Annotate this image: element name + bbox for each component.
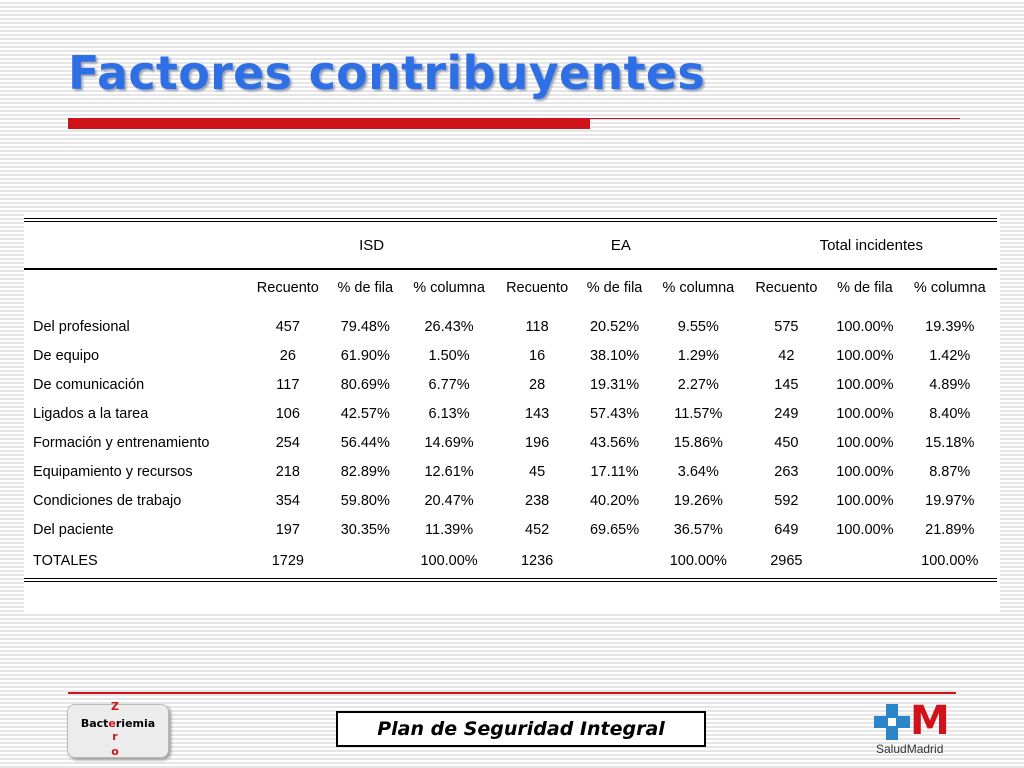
- table-cell: 19.31%: [589, 376, 640, 393]
- table-cell: 69.65%: [589, 521, 640, 538]
- title-underline-thin: [590, 118, 960, 119]
- corner-cell: [24, 220, 247, 269]
- footer-line: [68, 692, 956, 694]
- table-cell: 6.13%: [428, 405, 470, 422]
- table-cell: 9.55%: [677, 318, 719, 335]
- title-underline-bar: [68, 118, 590, 129]
- subheader-cell: % de fila: [329, 269, 402, 306]
- table-cell: 218: [275, 463, 300, 480]
- table-cell: 100.00%: [836, 405, 894, 422]
- table-cell: 117: [276, 376, 300, 393]
- table-cell: 1.42%: [929, 347, 971, 364]
- slide-title: Factores contribuyentes: [68, 46, 706, 100]
- table-cell: 42: [778, 347, 795, 364]
- table-cell: 19.97%: [925, 492, 975, 509]
- table-cell: 38.10%: [589, 347, 640, 364]
- table-cell: 56.44%: [340, 434, 390, 451]
- table-cell: 100.00%: [836, 463, 894, 480]
- subheader-row: [24, 269, 997, 306]
- table-cell: 15.86%: [673, 434, 723, 451]
- row-label: Equipamiento y recursos: [33, 463, 193, 480]
- table-cell: 57.43%: [589, 405, 640, 422]
- logo-right-text: SaludMadrid: [876, 742, 944, 756]
- contributing-factors-table: [24, 218, 997, 582]
- table-cell: 457: [275, 318, 300, 335]
- table-cell: 100.00%: [836, 434, 894, 451]
- group-header-ea: EA: [496, 220, 745, 269]
- totals-cell: [578, 544, 651, 580]
- totals-cell: 2965: [746, 544, 828, 580]
- table-cell: 1.50%: [428, 347, 470, 364]
- table-cell: 16: [529, 347, 546, 364]
- table-cell: 20.52%: [589, 318, 640, 335]
- group-header-total: Total incidentes: [746, 220, 997, 269]
- table-cell: 118: [525, 318, 549, 335]
- table-cell: 238: [525, 492, 550, 509]
- table-cell: 197: [275, 521, 300, 538]
- table-cell: 36.57%: [673, 521, 723, 538]
- row-label: Condiciones de trabajo: [33, 492, 182, 509]
- table-cell: 8.87%: [929, 463, 971, 480]
- table-cell: 263: [774, 463, 799, 480]
- table-cell: 59.80%: [340, 492, 390, 509]
- subheader-cell: % columna: [402, 269, 496, 306]
- table-cell: 100.00%: [836, 376, 894, 393]
- table-cell: 11.39%: [425, 521, 474, 538]
- subheader-cell: Recuento: [746, 269, 828, 306]
- table-cell: 11.57%: [674, 405, 723, 422]
- table-cell: 40.20%: [589, 492, 640, 509]
- salud-madrid-logo: [872, 700, 956, 760]
- table-row: [24, 341, 997, 370]
- subheader-cell: % columna: [651, 269, 745, 306]
- table-row: [24, 457, 997, 486]
- table-cell: 100.00%: [836, 521, 894, 538]
- table-cell: 61.90%: [340, 347, 390, 364]
- totals-cell: [827, 544, 902, 580]
- plan-label-box: [336, 711, 706, 747]
- table-cell: 100.00%: [836, 318, 894, 335]
- row-label: Del paciente: [33, 521, 114, 538]
- table-cell: 254: [275, 434, 300, 451]
- totals-cell: 1236: [496, 544, 578, 580]
- group-header-row: [24, 220, 997, 269]
- logo-right-letter: M: [910, 698, 948, 744]
- row-label: Del profesional: [33, 318, 130, 335]
- totals-cell: 100.00%: [651, 544, 745, 580]
- table-cell: 45: [529, 463, 546, 480]
- table-cell: 43.56%: [589, 434, 640, 451]
- table-cell: 80.69%: [340, 376, 390, 393]
- table-cell: 19.39%: [925, 318, 975, 335]
- totals-cell: 100.00%: [402, 544, 496, 580]
- table-row: [24, 399, 997, 428]
- table-cell: 26: [279, 347, 296, 364]
- health-cross-icon: [874, 704, 910, 740]
- table-cell: 575: [774, 318, 799, 335]
- table-cell: 592: [774, 492, 799, 509]
- table-row: [24, 428, 997, 457]
- plan-label: Plan de Seguridad Integral: [377, 718, 665, 740]
- totals-label: TOTALES: [24, 544, 247, 580]
- table-cell: 14.69%: [424, 434, 474, 451]
- table-cell: 4.89%: [929, 376, 971, 393]
- totals-cell: 1729: [247, 544, 329, 580]
- row-label: De comunicación: [33, 376, 145, 393]
- table-cell: 79.48%: [340, 318, 390, 335]
- table-cell: 3.64%: [677, 463, 719, 480]
- table-cell: 196: [525, 434, 550, 451]
- logo-left-vertical-word: Z r o: [111, 700, 119, 758]
- subheader-cell: % de fila: [827, 269, 902, 306]
- table-row: [24, 486, 997, 515]
- table-cell: 354: [275, 492, 300, 509]
- totals-cell: [329, 544, 402, 580]
- table-cell: 100.00%: [836, 492, 894, 509]
- subheader-cell: % de fila: [578, 269, 651, 306]
- table-row: [24, 515, 997, 544]
- table-cell: 249: [774, 405, 799, 422]
- table-cell: 26.43%: [424, 318, 474, 335]
- table-cell: 28: [529, 376, 546, 393]
- subheader-cell: Recuento: [496, 269, 578, 306]
- table-cell: 6.77%: [428, 376, 470, 393]
- table-cell: 19.26%: [673, 492, 723, 509]
- table-cell: 145: [774, 376, 799, 393]
- table-cell: 20.47%: [424, 492, 474, 509]
- subheader-cell: Recuento: [247, 269, 329, 306]
- table-cell: 1.29%: [677, 347, 719, 364]
- table-row: [24, 306, 997, 341]
- table-row: [24, 370, 997, 399]
- table-cell: 17.11%: [590, 463, 639, 480]
- totals-row: [24, 544, 997, 580]
- table-cell: 12.61%: [424, 463, 474, 480]
- table-panel: [24, 214, 1000, 612]
- table-cell: 452: [525, 521, 550, 538]
- row-label: Ligados a la tarea: [33, 405, 149, 422]
- bacteriemia-zero-logo: [67, 700, 169, 758]
- totals-cell: 100.00%: [903, 544, 997, 580]
- table-cell: 450: [774, 434, 799, 451]
- table-cell: 2.27%: [677, 376, 719, 393]
- row-label: De equipo: [33, 347, 100, 364]
- table-cell: 143: [525, 405, 550, 422]
- subheader-corner: [24, 269, 247, 306]
- logo-left-word: Bacteriemia: [80, 717, 156, 730]
- table-cell: 30.35%: [340, 521, 390, 538]
- table-cell: 8.40%: [929, 405, 971, 422]
- table-cell: 15.18%: [925, 434, 975, 451]
- table-cell: 649: [774, 521, 799, 538]
- table-cell: 82.89%: [340, 463, 390, 480]
- table-cell: 100.00%: [836, 347, 894, 364]
- subheader-cell: % columna: [903, 269, 997, 306]
- row-label: Formación y entrenamiento: [33, 434, 210, 451]
- table-cell: 106: [275, 405, 300, 422]
- table-cell: 21.89%: [925, 521, 975, 538]
- table-cell: 42.57%: [340, 405, 390, 422]
- group-header-isd: ISD: [247, 220, 496, 269]
